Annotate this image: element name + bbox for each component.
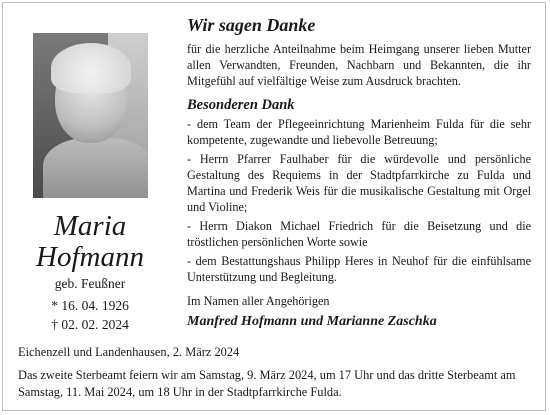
thanks-intro: für die herzliche Anteilnahme beim Heimgang unserer lieben Mutter allen Verwandten, Freunden, Nachbarn und Bekannten, die ihr Mitgefühl auf vielfältige Weise zum Ausdruck brachten. — [187, 42, 531, 88]
thanks-item: - Herrn Diakon Michael Friedrich für die Beisetzung und die tröstlichen persönlichen Worte sowie — [187, 219, 531, 249]
last-name: Hofmann — [36, 241, 144, 273]
on-behalf-text: Im Namen aller Angehörigen — [187, 294, 330, 308]
birth-date: * 16. 04. 1926 — [51, 298, 129, 313]
service-info: Das zweite Sterbeamt feiern wir am Samstag, 9. März 2024, um 17 Uhr und das dritte Sterbeamt am Samstag, 11. Mai 2024, um 18 Uhr in der Stadtpfarrkirche Fulda. — [18, 368, 516, 399]
first-name: Maria — [53, 210, 127, 242]
portrait-photo — [33, 33, 148, 198]
life-dates — [20, 296, 160, 334]
thanks-item: - Herrn Pfarrer Faulhaber für die würdevolle und persönliche Gestaltung des Requiems in der Stadtpfarrkirche zu Fulda und Martina und Frederik Weis für die musikalische Gestaltung mit Orgel und Violine; — [187, 152, 531, 214]
place-date: Eichenzell und Landenhausen, 2. März 2024 — [18, 345, 240, 359]
thanks-column — [187, 14, 531, 331]
thanks-item: - dem Team der Pflegeeinrichtung Marienheim Fulda für die sehr kompetente, zugewandte und liebevolle Betreuung; — [187, 117, 531, 147]
maiden-name: geb. Feußner — [54, 276, 126, 291]
signatories: Manfred Hofmann und Marianne Zaschka — [187, 314, 437, 329]
thanks-heading: Wir sagen Danke — [187, 15, 316, 35]
special-thanks-heading: Besonderen Dank — [187, 97, 295, 113]
thanks-item: - dem Bestattungshaus Philipp Heres in Neuhof für die einfühlsame Unterstützung und Begleitung. — [187, 254, 531, 284]
death-date: † 02. 02. 2024 — [51, 317, 129, 332]
